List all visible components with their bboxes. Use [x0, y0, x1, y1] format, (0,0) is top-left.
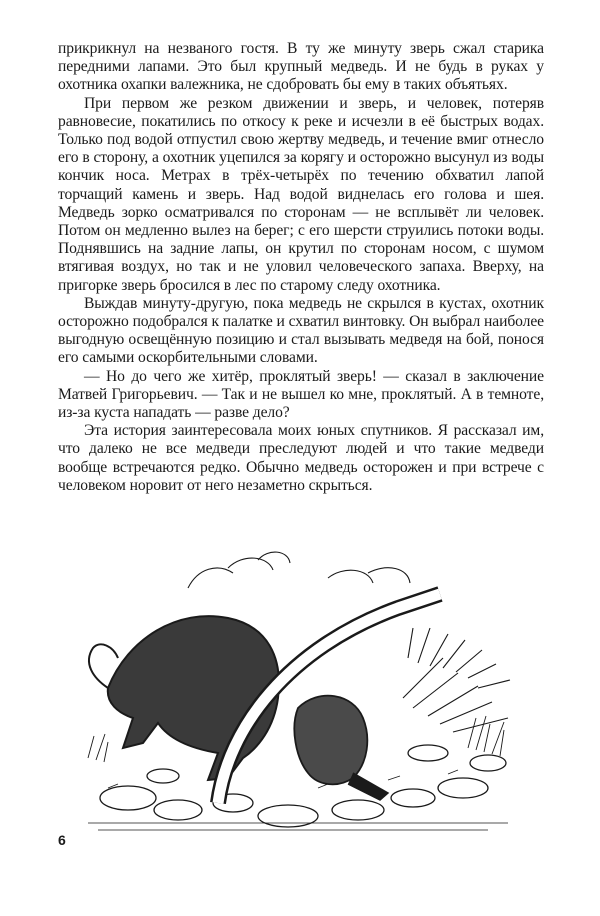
bear-body	[108, 616, 279, 780]
page-number: 6	[58, 832, 66, 848]
paragraph-2: При первом же резком движении и зверь, и человек, потеряв равновесие, покатились по откосу к реке и исчезли в её быстрых водах. Только под водой отпустил свою жертву медведь, и течение вмиг отнесло его в сторону, а охотник уцепился за корягу и осторожно высунул из воды кончик носа. Метрах в трёх-четырёх по течению обхватил лапой торчащий камень и зверь. Над водой виднелась его голова и шея. Медведь зорко осматривался по сторонам — не всплывёт ли человек. Потом он медленно вылез на берег; с его шерсти струились потоки воды. Поднявшись на задние лапы, он крутил по сторонам носом, с шумом втягивая воздух, но так и не уловил человеческого запаха. Вверху, на пригорке зверь бросился в лес по старому следу охотника.	[58, 94, 544, 294]
paragraph-4: — Но до чего же хитёр, проклятый зверь! — сказал в заключение Матвей Григорьевич. — Так и не вышел ко мне, проклятый. А в темноте, из-за куста нападать — разве дело?	[58, 367, 544, 422]
paragraph-3: Выждав минуту-другую, пока медведь не скрылся в кустах, охотник осторожно подобрался к палатке и схватил винтовку. Он выбрал наиболее выгодную освещённую позицию и стал вызывать медведя на бой, понося его самыми оскорбительными словами.	[58, 294, 544, 367]
second-animal	[294, 696, 367, 785]
text-column	[58, 40, 544, 495]
paragraph-5: Эта история заинтересовала моих юных спутников. Я рассказал им, что далеко не все медведи преследуют людей и что такие медведи вообще встречаются редко. Обычно медведь осторожен и при встрече с человеком норовит от него незаметно скрыться.	[58, 422, 544, 494]
bear-in-forest-engraving-icon	[88, 552, 510, 830]
bear-illustration	[68, 548, 528, 838]
ground-hatching	[88, 770, 508, 830]
paragraph-1: прикрикнул на незваного гостя. В ту же минуту зверь сжал старика передними лапами. Это был крупный медведь. И не будь в руках у охотника охапки валежника, не сдобровать бы ему в таких объятьях.	[58, 40, 544, 94]
